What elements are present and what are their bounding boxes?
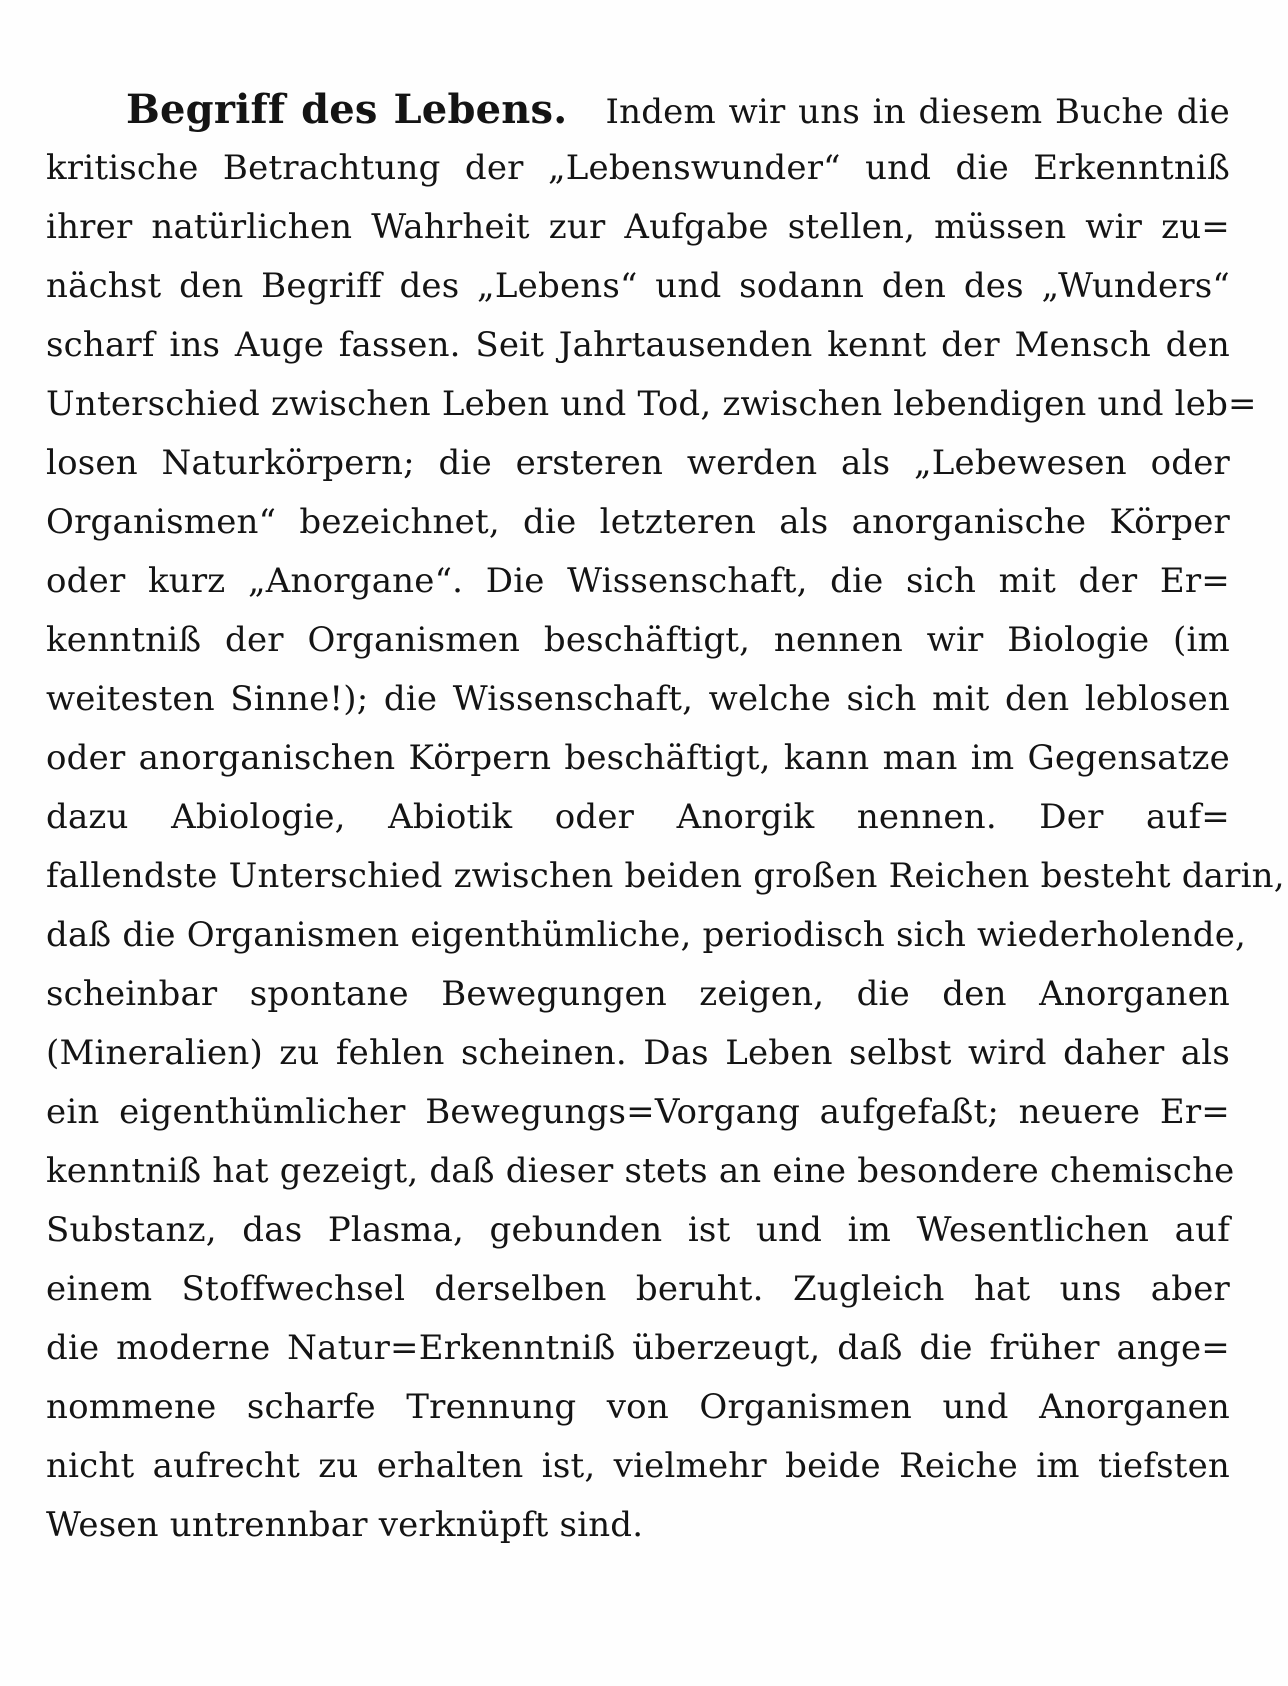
text-line: scharf ins Auge fassen. Seit Jahrtausenden kennt der Mensch den	[46, 325, 1230, 365]
section-heading: Begriff des Lebens.	[126, 86, 568, 133]
text-line: oder kurz „Anorgane“. Die Wissenschaft, die sich mit der Er=	[46, 561, 1230, 601]
text-line: (Mineralien) zu fehlen scheinen. Das Leben selbst wird daher als	[46, 1033, 1230, 1073]
text-line: kenntniß hat gezeigt, daß dieser stets an eine besondere chemische	[46, 1151, 1235, 1191]
text-line: ihrer natürlichen Wahrheit zur Aufgabe stellen, müssen wir zu=	[46, 207, 1230, 247]
text-line: einem Stoffwechsel derselben beruht. Zugleich hat uns aber	[46, 1269, 1230, 1309]
text-line: scheinbar spontane Bewegungen zeigen, die den Anorganen	[46, 974, 1230, 1014]
text-line: oder anorganischen Körpern beschäftigt, kann man im Gegensatze	[46, 738, 1230, 778]
text-line: Substanz, das Plasma, gebunden ist und im Wesentlichen auf	[46, 1210, 1230, 1250]
text-line: dazu Abiologie, Abiotik oder Anorgik nennen. Der auf=	[46, 797, 1230, 837]
first-line-text: Indem wir uns in diesem Buche die	[605, 92, 1230, 132]
text-line-last: Wesen untrennbar verknüpft sind.	[46, 1505, 644, 1545]
text-line: nächst den Begriff des „Lebens“ und sodann den des „Wunders“	[46, 266, 1230, 306]
text-line: Organismen“ bezeichnet, die letzteren als anorganische Körper	[46, 502, 1230, 542]
text-line: fallendste Unterschied zwischen beiden großen Reichen besteht darin,	[46, 856, 1285, 896]
text-line: Unterschied zwischen Leben und Tod, zwischen lebendigen und leb=	[46, 384, 1257, 424]
text-line: weitesten Sinne!); die Wissenschaft, welche sich mit den leblosen	[46, 679, 1230, 719]
text-line-1	[46, 80, 1230, 139]
text-line: kritische Betrachtung der „Lebenswunder“ und die Erkenntniß	[46, 148, 1230, 188]
text-line: kenntniß der Organismen beschäftigt, nennen wir Biologie (im	[46, 620, 1230, 660]
text-line: ein eigenthümlicher Bewegungs=Vorgang aufgefaßt; neuere Er=	[46, 1092, 1230, 1132]
text-line: daß die Organismen eigenthümliche, periodisch sich wiederholende,	[46, 915, 1247, 955]
text-line: losen Naturkörpern; die ersteren werden als „Lebewesen oder	[46, 443, 1230, 483]
text-line: die moderne Natur=Erkenntniß überzeugt, daß die früher ange=	[46, 1328, 1230, 1368]
text-line: nicht aufrecht zu erhalten ist, vielmehr beide Reiche im tiefsten	[46, 1446, 1230, 1486]
text-line: nommene scharfe Trennung von Organismen und Anorganen	[46, 1387, 1230, 1427]
paragraph	[46, 80, 1285, 1555]
